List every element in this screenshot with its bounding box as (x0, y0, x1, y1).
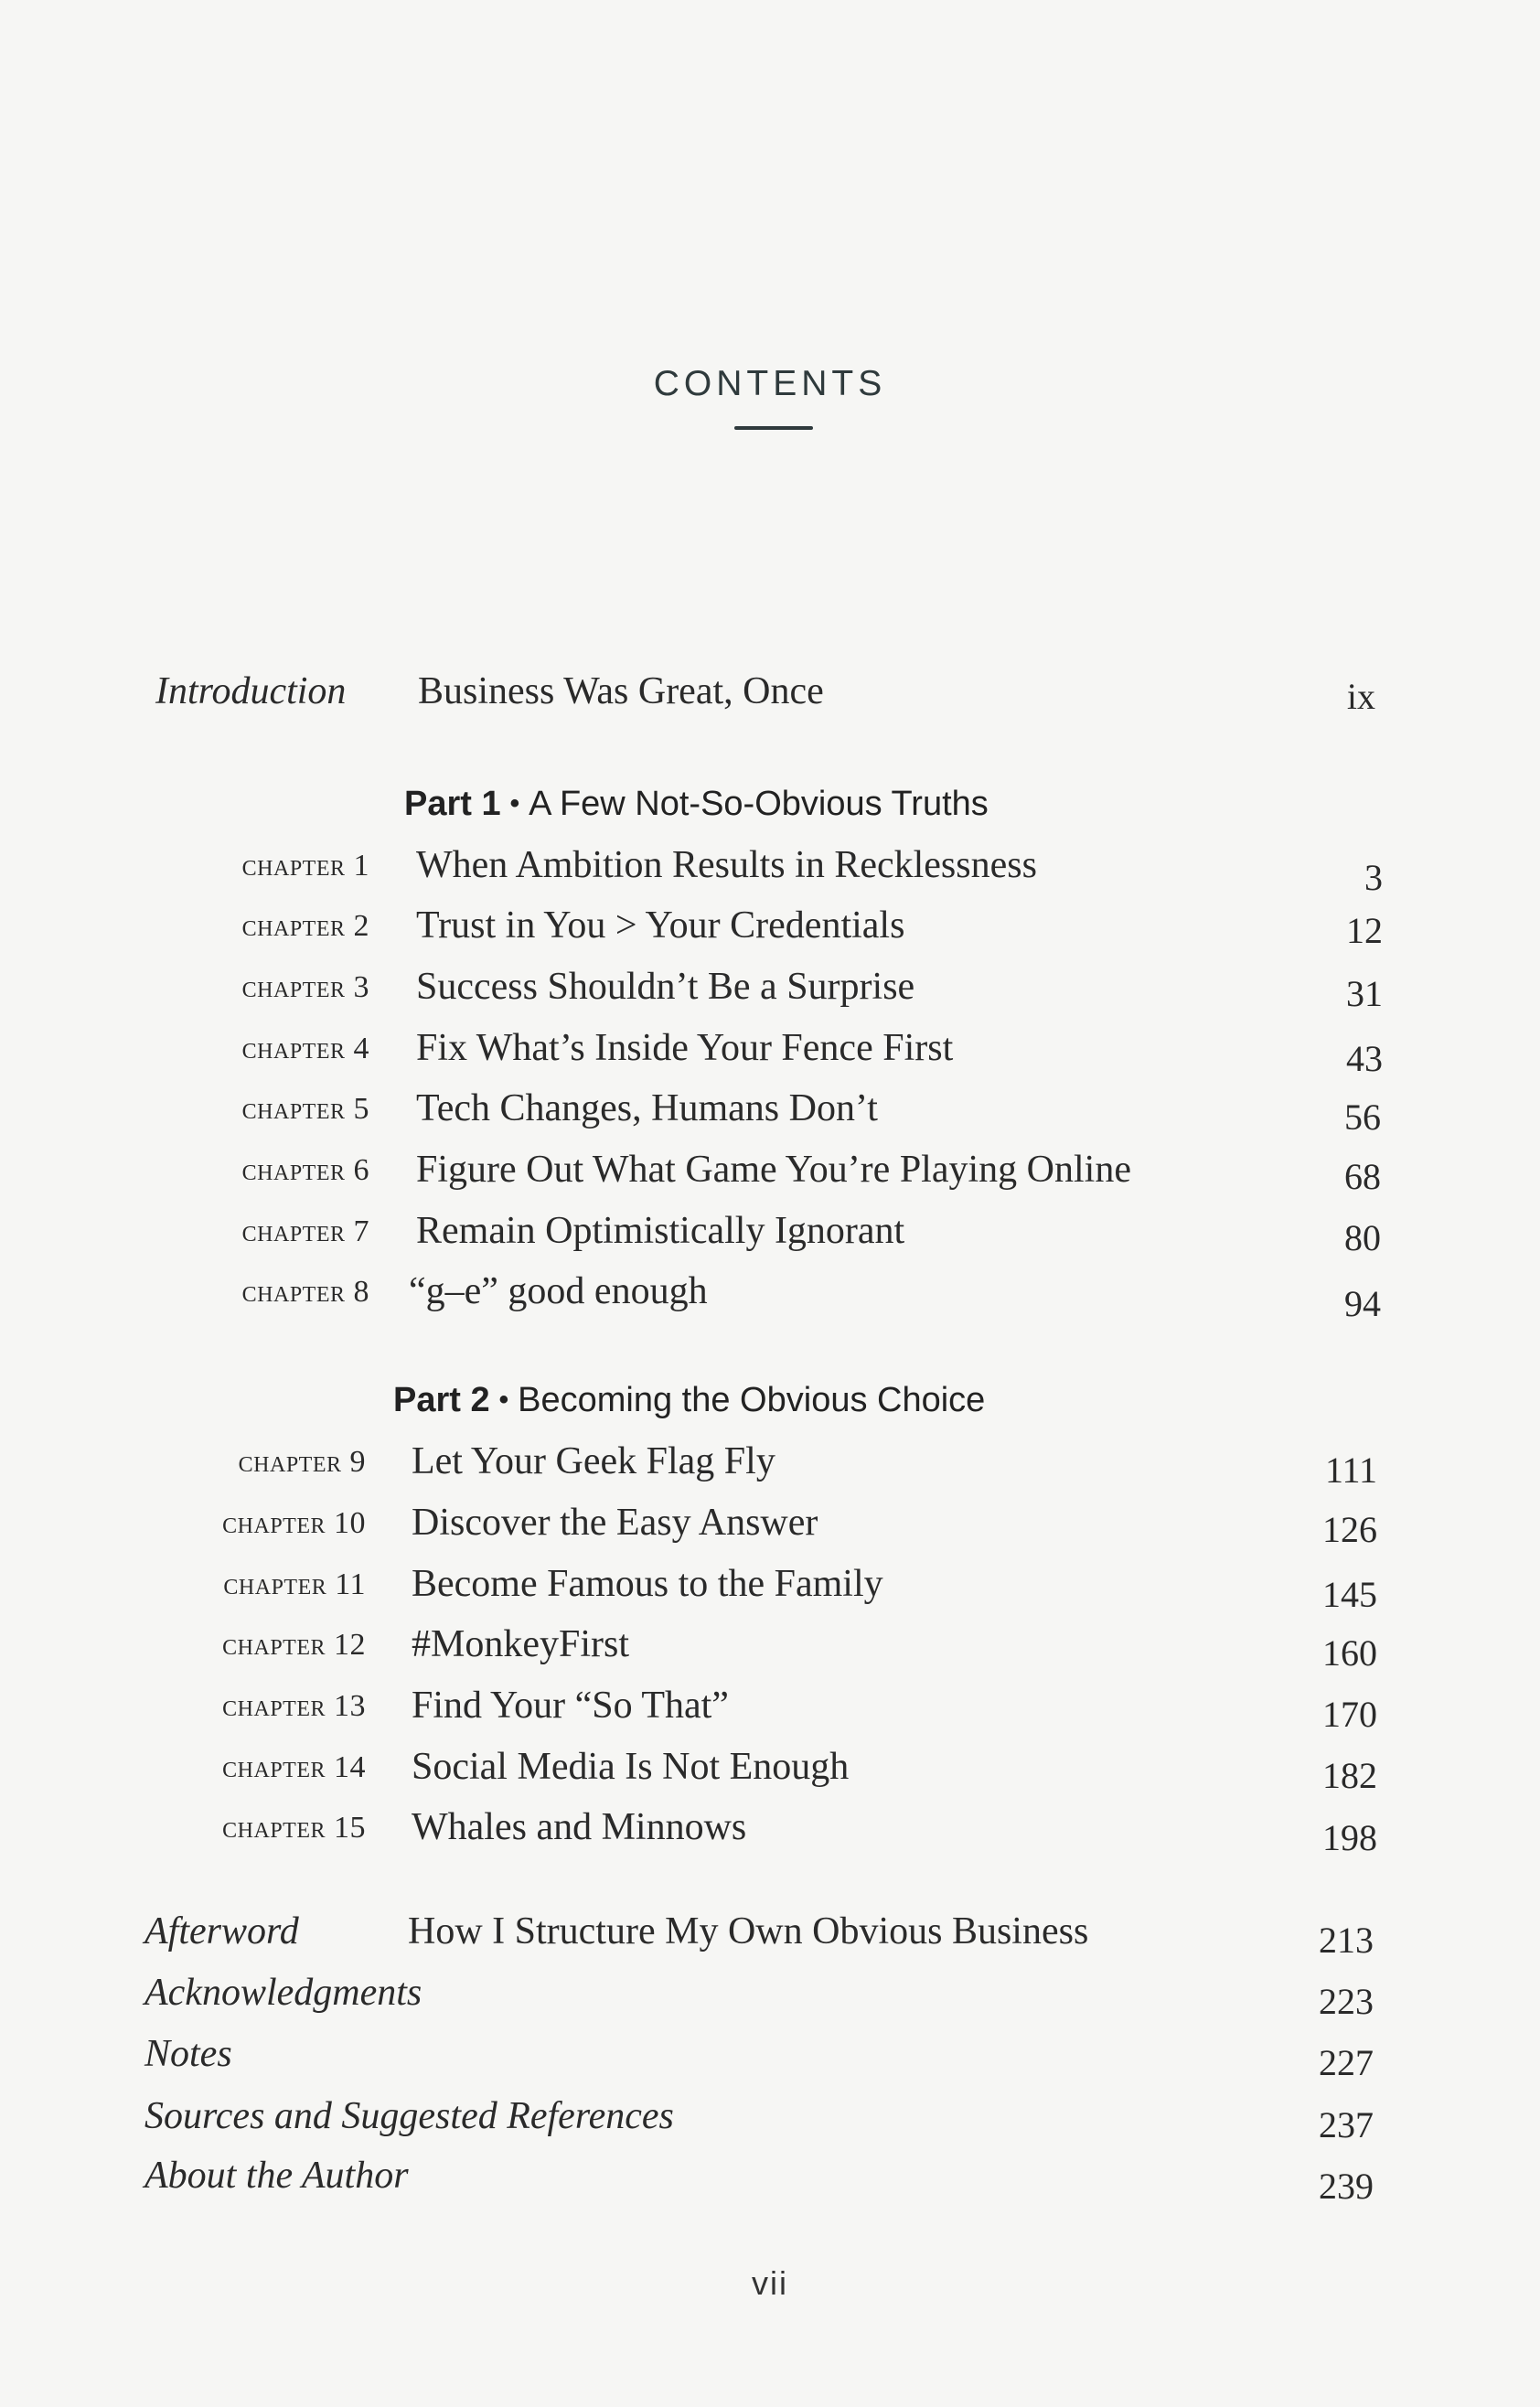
chapter-page-number: 12 (1346, 910, 1383, 951)
entry-page-number: 239 (1319, 2166, 1374, 2207)
chapter-label: chapter 4 (241, 1032, 369, 1065)
chapter-label: chapter 10 (222, 1506, 366, 1540)
toc-entry-introduction[interactable] (0, 669, 1540, 724)
chapter-title: Find Your “So That” (412, 1685, 729, 1727)
chapter-page-number: 68 (1344, 1156, 1381, 1197)
toc-entry-chapter-11[interactable] (0, 1562, 1540, 1617)
entry-label: Acknowledgments (144, 1972, 422, 2014)
entry-page-number: ix (1346, 676, 1375, 717)
toc-entry-chapter-12[interactable] (0, 1622, 1540, 1677)
toc-entry-chapter-13[interactable] (0, 1684, 1540, 1738)
entry-page-number: 213 (1319, 1920, 1374, 1961)
toc-entry-chapter-5[interactable] (0, 1086, 1540, 1141)
toc-entry-chapter-1[interactable] (0, 843, 1540, 898)
chapter-label: chapter 3 (241, 970, 369, 1004)
toc-entry-chapter-2[interactable] (0, 904, 1540, 958)
entry-page-number: 237 (1319, 2104, 1374, 2145)
chapter-page-number: 160 (1322, 1632, 1377, 1674)
toc-entry-chapter-15[interactable] (0, 1805, 1540, 1860)
chapter-title: Let Your Geek Flag Fly (412, 1440, 775, 1482)
toc-entry-afterword[interactable] (0, 1910, 1540, 1964)
chapter-label: chapter 13 (222, 1689, 366, 1723)
chapter-label: chapter 6 (241, 1153, 369, 1187)
chapter-title: Become Famous to the Family (412, 1563, 883, 1605)
chapter-title: Social Media Is Not Enough (412, 1746, 850, 1788)
chapter-label: chapter 8 (241, 1275, 369, 1309)
chapter-label: chapter 14 (222, 1750, 366, 1784)
toc-entry-chapter-6[interactable] (0, 1148, 1540, 1203)
entry-label: Introduction (155, 670, 347, 712)
chapter-page-number: 31 (1346, 973, 1383, 1014)
part-number: Part 1 (404, 785, 501, 823)
chapter-title: When Ambition Results in Recklessness (416, 844, 1037, 886)
chapter-title: Remain Optimistically Ignorant (416, 1210, 905, 1252)
toc-entry-chapter-8[interactable] (0, 1269, 1540, 1324)
entry-title: Business Was Great, Once (418, 670, 824, 712)
entry-page-number: 227 (1319, 2042, 1374, 2083)
part-2-heading (393, 1381, 985, 1420)
chapter-label: chapter 11 (223, 1567, 366, 1601)
toc-entry-about-the-author[interactable] (0, 2154, 1540, 2209)
toc-entry-chapter-7[interactable] (0, 1209, 1540, 1264)
toc-entry-chapter-10[interactable] (0, 1501, 1540, 1556)
toc-entry-sources[interactable] (0, 2094, 1540, 2149)
chapter-title: Tech Changes, Humans Don’t (416, 1087, 878, 1129)
entry-label: Sources and Suggested References (144, 2095, 674, 2137)
toc-entry-chapter-14[interactable] (0, 1745, 1540, 1800)
toc-entry-acknowledgments[interactable] (0, 1971, 1540, 2026)
chapter-page-number: 170 (1322, 1694, 1377, 1735)
toc-entry-chapter-9[interactable] (0, 1439, 1540, 1494)
chapter-label: chapter 2 (241, 909, 369, 943)
chapter-page-number: 182 (1322, 1755, 1377, 1796)
chapter-label: chapter 12 (222, 1628, 366, 1662)
chapter-label: chapter 1 (241, 849, 369, 883)
part-1-heading (404, 785, 989, 824)
contents-heading: CONTENTS (653, 364, 887, 403)
chapter-title: “g–e” good enough (409, 1270, 708, 1312)
entry-title: How I Structure My Own Obvious Business (408, 1910, 1089, 1952)
chapter-label: chapter 15 (222, 1811, 366, 1845)
entry-label: About the Author (144, 2155, 409, 2197)
chapter-title: Fix What’s Inside Your Fence First (416, 1027, 954, 1069)
chapter-page-number: 3 (1364, 857, 1383, 898)
entry-page-number: 223 (1319, 1981, 1374, 2022)
part-number: Part 2 (393, 1381, 490, 1419)
chapter-page-number: 198 (1322, 1817, 1377, 1858)
chapter-page-number: 94 (1344, 1283, 1381, 1324)
page-folio: vii (752, 2264, 788, 2302)
part-title: A Few Not-So-Obvious Truths (529, 785, 989, 823)
part-title: Becoming the Obvious Choice (518, 1381, 986, 1419)
chapter-label: chapter 9 (238, 1445, 366, 1479)
chapter-page-number: 126 (1322, 1509, 1377, 1550)
chapter-label: chapter 5 (241, 1092, 369, 1126)
toc-entry-chapter-3[interactable] (0, 965, 1540, 1020)
toc-entry-notes[interactable] (0, 2032, 1540, 2087)
entry-label: Notes (144, 2033, 232, 2075)
chapter-title: Whales and Minnows (412, 1806, 747, 1848)
part-separator: • (498, 1385, 509, 1415)
chapter-page-number: 145 (1322, 1574, 1377, 1615)
chapter-page-number: 56 (1344, 1097, 1381, 1138)
chapter-title: Discover the Easy Answer (412, 1502, 818, 1544)
part-separator: • (509, 788, 520, 818)
chapter-title: Trust in You > Your Credentials (416, 904, 905, 947)
chapter-title: Figure Out What Game You’re Playing Online (416, 1149, 1131, 1191)
toc-entry-chapter-4[interactable] (0, 1026, 1540, 1081)
chapter-page-number: 80 (1344, 1217, 1381, 1258)
chapter-page-number: 43 (1346, 1038, 1383, 1079)
chapter-page-number: 111 (1324, 1450, 1377, 1491)
chapter-label: chapter 7 (241, 1214, 369, 1248)
chapter-title: Success Shouldn’t Be a Surprise (416, 966, 915, 1008)
entry-label: Afterword (144, 1910, 299, 1952)
chapter-title: #MonkeyFirst (412, 1623, 630, 1665)
heading-underline (734, 426, 813, 430)
